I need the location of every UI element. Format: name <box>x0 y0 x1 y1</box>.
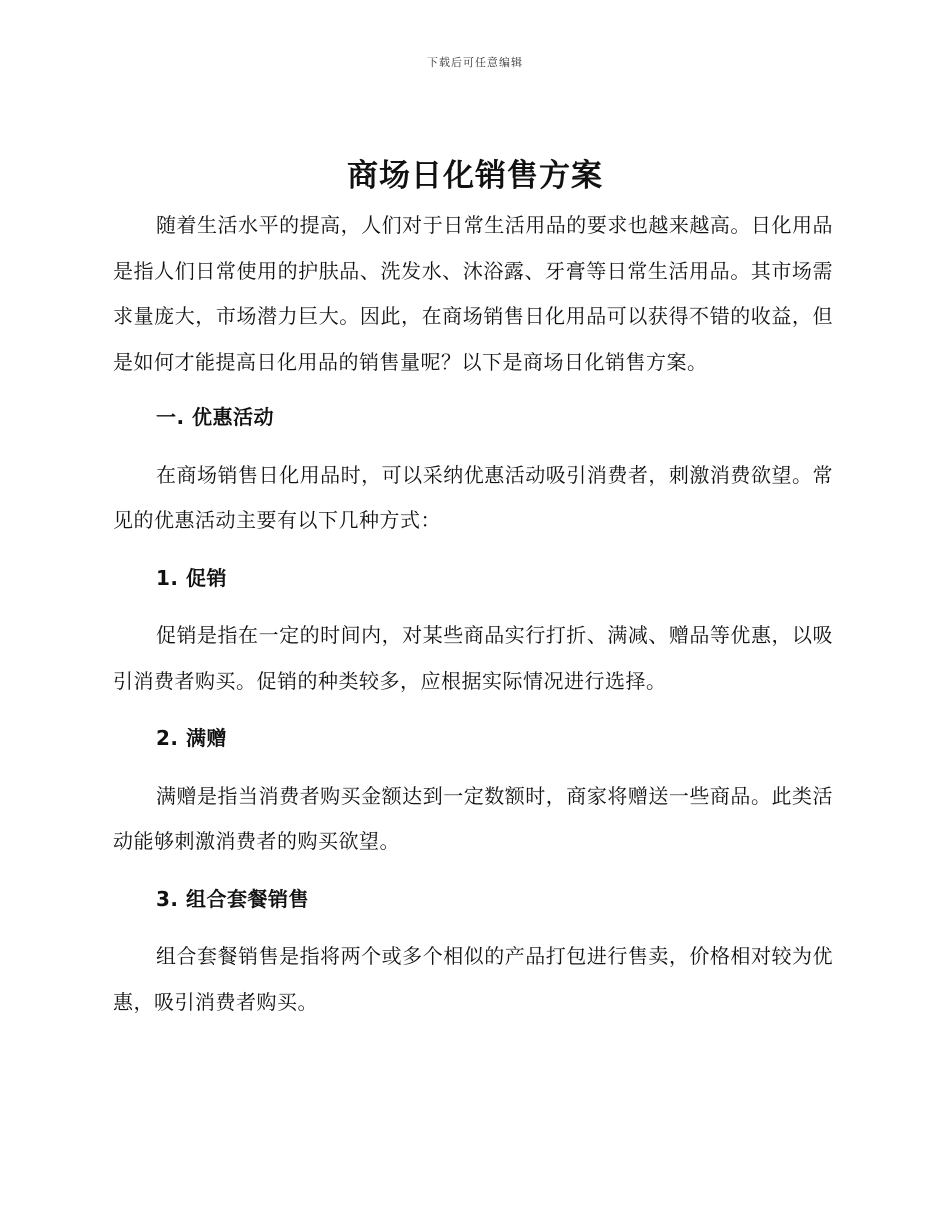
header-note: 下载后可任意编辑 <box>427 56 523 69</box>
item-paragraph-bundle: 组合套餐销售是指将两个或多个相似的产品打包进行售卖，价格相对较为优惠，吸引消费者购买。 <box>113 944 833 1014</box>
item-heading-bundle: 3. 组合套餐销售 <box>156 886 309 911</box>
item-heading-gift: 2. 满赠 <box>156 726 227 750</box>
item-paragraph-gift: 满赠是指当消费者购买金额达到一定数额时，商家将赠送一些商品。此类活动能够刺激消费者的购买欲望。 <box>113 783 833 853</box>
document-title: 商场日化销售方案 <box>347 158 603 194</box>
item-heading-promotion: 1. 促销 <box>156 565 227 590</box>
document-body <box>113 203 833 1025</box>
intro-paragraph: 随着生活水平的提高，人们对于日常生活用品的要求也越来越高。日化用品是指人们日常使用的护肤品、洗发水、沐浴露、牙膏等日常生活用品。其市场需求量庞大，市场潜力巨大。因此，在商场销售日化用品可以获得不错的收益，但是如何才能提高日化用品的销售量呢？以下是商场日化销售方案。 <box>113 213 833 374</box>
section-paragraph: 在商场销售日化用品时，可以采纳优惠活动吸引消费者，刺激消费欲望。常见的优惠活动主要有以下几种方式： <box>113 462 833 532</box>
item-paragraph-promotion: 促销是指在一定的时间内，对某些商品实行打折、满减、赠品等优惠，以吸引消费者购买。促销的种类较多，应根据实际情况进行选择。 <box>113 623 833 693</box>
section-heading: 一. 优惠活动 <box>156 405 275 429</box>
